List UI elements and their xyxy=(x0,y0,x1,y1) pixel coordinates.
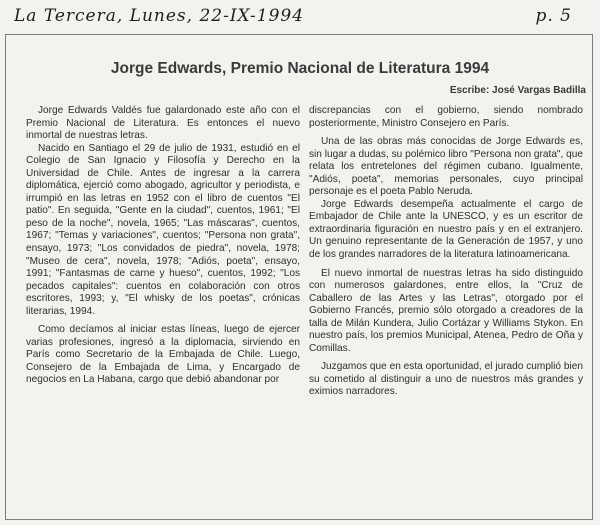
article-title: Jorge Edwards, Premio Nacional de Literatura 1994 xyxy=(110,60,490,77)
article-byline: Escribe: José Vargas Badilla xyxy=(449,85,586,96)
article-right-column xyxy=(309,105,583,517)
handwritten-source-note xyxy=(14,6,574,32)
article-left-column xyxy=(26,105,300,517)
article-paragraph: Jorge Edwards Valdés fue galardonado este año con el Premio Nacional de Literatura. Es entonces el nuevo inmortal de nuestras letras. xyxy=(26,105,300,142)
article-paragraph: Una de las obras más conocidas de Jorge Edwards es, sin lugar a dudas, su polémico libro "Persona non grata", que relata los entretelones del régimen cubano. Igualmente, "Adiós, poeta", memorias personales, cuyo principal personaje es el poeta Pablo Neruda. xyxy=(309,136,583,198)
article-paragraph: Como decíamos al iniciar estas líneas, luego de ejercer varias profesiones, ingresó a la diplomacia, sirviendo en París como Secretario de la Embajada de Chile. Luego, Consejero de la Embajada de Lima, y Encargado de negocios en La Habana, cargo que debió abandonar por xyxy=(26,324,300,386)
article-paragraph: Jorge Edwards desempeña actualmente el cargo de Embajador de Chile ante la UNESCO, y es un escritor de extraordinaria figuración en nuestro país y en el extranjero. Un genuino representante de la Generación de 1957, y uno de los grandes narradores de la literatura latinoamericana. xyxy=(309,198,583,261)
handwritten-page-number: p. 5 xyxy=(535,6,572,26)
article-clipping xyxy=(5,34,593,520)
handwritten-source-date: La Tercera, Lunes, 22-IX-1994 xyxy=(14,6,305,26)
article-paragraph: Juzgamos que en esta oportunidad, el jurado cumplió bien su cometido al distinguir a uno de nuestros más grandes y eximios narradores. xyxy=(309,361,583,398)
article-paragraph-continuation: discrepancias con el gobierno, siendo nombrado posteriormente, Ministro Consejero en París. xyxy=(309,105,583,129)
article-paragraph: Nacido en Santiago el 29 de julio de 1931, estudió en el Colegio de San Ignacio y Filosofía y Derecho en la Universidad de Chile. Antes de ingresar a la carrera diplomática, ejerció como abogado, agricultor y periodista, e irrumpió en las letras en 1952 con el libro de cuentos "El patio". En seguida, "Gente en la ciudad", cuentos, 1961; "El peso de la noche", novela, 1965; "Las máscaras", cuentos, 1967; "Temas y variaciones", cuentos; "Persona non grata", ensayo, 1973; "Los convidados de piedra", novela, 1978; "Museo de cera", novela, 1978; "Adiós, poeta", ensayo, 1991; "Fantasmas de carne y hueso", cuentos, 1992; "Los pecados capitales": cuentos en colaboración con otros escritores, 1993; y, "El whisky de los poetas", crónicas literarias, 1994. xyxy=(26,142,300,317)
article-paragraph: El nuevo inmortal de nuestras letras ha sido distinguido con numerosos galardones, entre ellos, la "Cruz de Caballero de las Artes y las Letras", otorgado por el Gobierno Francés, premio sólo otorgado a creadores de la talla de Milán Kundera, Julio Cortázar y Williams Stykon. En nuestro país, los premios Municipal, Atenea, Pedro de Oña y Comillas. xyxy=(309,267,583,354)
